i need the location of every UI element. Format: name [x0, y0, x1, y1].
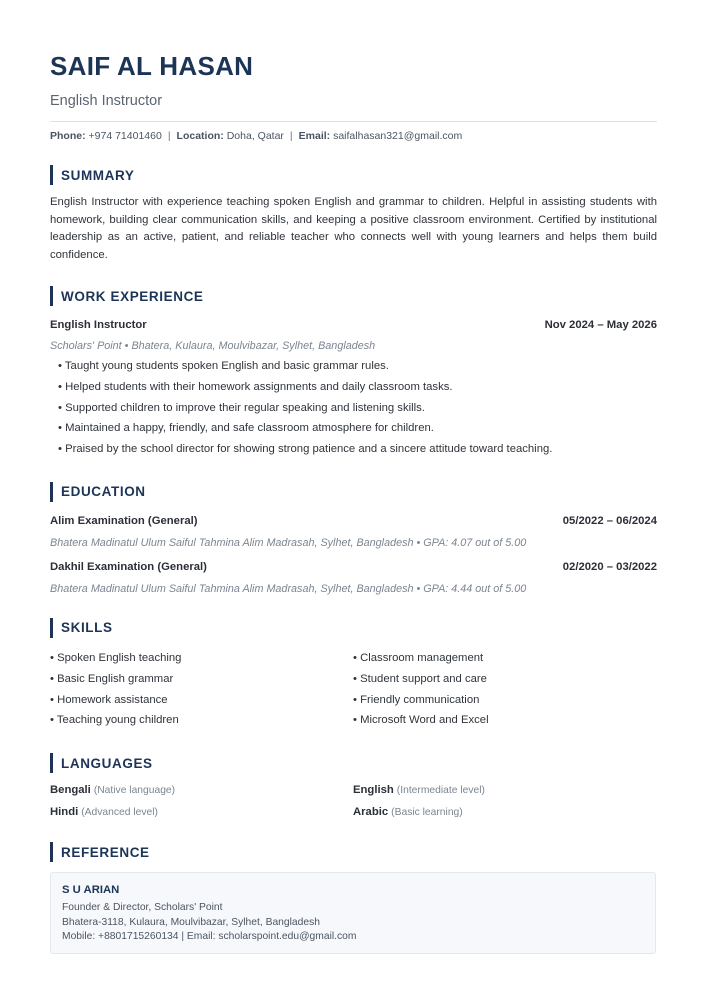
skill-item: • Friendly communication — [353, 693, 480, 706]
languages-grid — [50, 783, 657, 820]
phone-value: +974 71401460 — [88, 130, 162, 142]
header-divider — [50, 121, 657, 122]
job-location: Scholars' Point • Bhatera, Kulaura, Moulvibazar, Sylhet, Bangladesh — [50, 340, 376, 352]
reference-contact: Mobile: +8801715260134 | Email: scholarspoint.edu@gmail.com — [62, 931, 357, 943]
language-level: (Intermediate level) — [396, 785, 485, 797]
job-bullets — [50, 356, 657, 460]
reference-heading — [50, 842, 657, 862]
education-entry-header — [50, 560, 657, 574]
experience-heading — [50, 286, 657, 306]
language-level: (Advanced level) — [81, 807, 158, 819]
language-name: Hindi — [50, 806, 79, 819]
email-label: Email: — [298, 130, 331, 142]
language-item — [353, 783, 656, 798]
language-name: English — [353, 784, 394, 797]
reference-name: S U ARIAN — [62, 884, 120, 897]
list-item: • Helped students with their homework assignments and daily classroom tasks. — [58, 380, 453, 393]
languages-title: LANGUAGES — [61, 755, 153, 771]
education-heading — [50, 482, 657, 502]
candidate-role: English Instructor — [50, 93, 163, 109]
section-accent-bar — [50, 618, 53, 638]
reference-title: REFERENCE — [61, 844, 150, 860]
skills-column-left — [50, 648, 353, 731]
contact-line — [50, 129, 657, 143]
list-item: • Supported children to improve their regular speaking and listening skills. — [58, 401, 425, 414]
skills-heading — [50, 618, 657, 638]
location-label: Location: — [176, 130, 224, 142]
location-value: Doha, Qatar — [226, 130, 284, 142]
skill-item: • Basic English grammar — [50, 672, 174, 685]
list-item: • Praised by the school director for showing strong patience and a sincere attitude toward teaching. — [58, 443, 553, 456]
language-item — [50, 805, 353, 820]
languages-heading — [50, 753, 657, 773]
skill-item: • Microsoft Word and Excel — [353, 714, 489, 727]
skill-item: • Spoken English teaching — [50, 651, 182, 664]
contact-separator: | — [289, 130, 293, 142]
skills-title: SKILLS — [61, 620, 113, 636]
summary-heading — [50, 165, 657, 185]
job-dates: Nov 2024 – May 2026 — [544, 319, 657, 331]
language-name: Bengali — [50, 784, 91, 797]
candidate-name: SAIF AL HASAN — [50, 51, 254, 81]
skills-grid — [50, 648, 657, 731]
degree-details: Bhatera Madinatul Ulum Saiful Tahmina Alim Madrasah, Sylhet, Bangladesh • GPA: 4.07 out of 5.00 — [50, 536, 527, 549]
summary-title: SUMMARY — [61, 167, 135, 183]
language-level: (Native language) — [93, 785, 176, 797]
skill-item: • Classroom management — [353, 651, 484, 664]
reference-position: Founder & Director, Scholars' Point — [62, 902, 223, 914]
degree-dates: 05/2022 – 06/2024 — [562, 514, 657, 527]
skill-item: • Homework assistance — [50, 693, 168, 706]
degree-dates: 02/2020 – 03/2022 — [562, 560, 657, 573]
reference-card — [50, 872, 656, 954]
list-item: • Taught young students spoken English and basic grammar rules. — [58, 360, 389, 372]
reference-address: Bhatera-3118, Kulaura, Moulvibazar, Sylhet, Bangladesh — [62, 916, 320, 928]
section-accent-bar — [50, 286, 53, 306]
experience-title: WORK EXPERIENCE — [61, 288, 204, 304]
section-accent-bar — [50, 165, 53, 185]
degree-details: Bhatera Madinatul Ulum Saiful Tahmina Alim Madrasah, Sylhet, Bangladesh • GPA: 4.44 out of 5.00 — [50, 582, 527, 595]
degree-name: Alim Examination (General) — [50, 514, 198, 527]
language-item — [353, 805, 656, 820]
education-title: EDUCATION — [61, 484, 146, 500]
phone-label: Phone: — [50, 130, 86, 142]
degree-name: Dakhil Examination (General) — [50, 560, 207, 573]
list-item: • Maintained a happy, friendly, and safe classroom atmosphere for children. — [58, 422, 434, 435]
summary-text: English Instructor with experience teaching spoken English and grammar to children. Helpful in assisting students with homework, building clear communication skills, and keeping a positive classroom environment. Certified by institutional leadership as an active, patient, and reliable teacher who connects well with young learners and helps them build confidence. — [50, 196, 657, 261]
section-accent-bar — [50, 482, 53, 502]
contact-separator: | — [167, 130, 171, 142]
language-name: Arabic — [353, 806, 389, 819]
language-level: (Basic learning) — [391, 807, 463, 819]
skill-item: • Student support and care — [353, 672, 487, 685]
section-accent-bar — [50, 842, 53, 862]
job-header — [50, 318, 657, 332]
education-entry-header — [50, 514, 657, 528]
job-title: English Instructor — [50, 319, 147, 331]
skill-item: • Teaching young children — [50, 714, 179, 727]
skills-column-right — [353, 648, 656, 731]
language-item — [50, 783, 353, 798]
section-accent-bar — [50, 753, 53, 773]
email-value: saifalhasan321@gmail.com — [333, 130, 463, 142]
